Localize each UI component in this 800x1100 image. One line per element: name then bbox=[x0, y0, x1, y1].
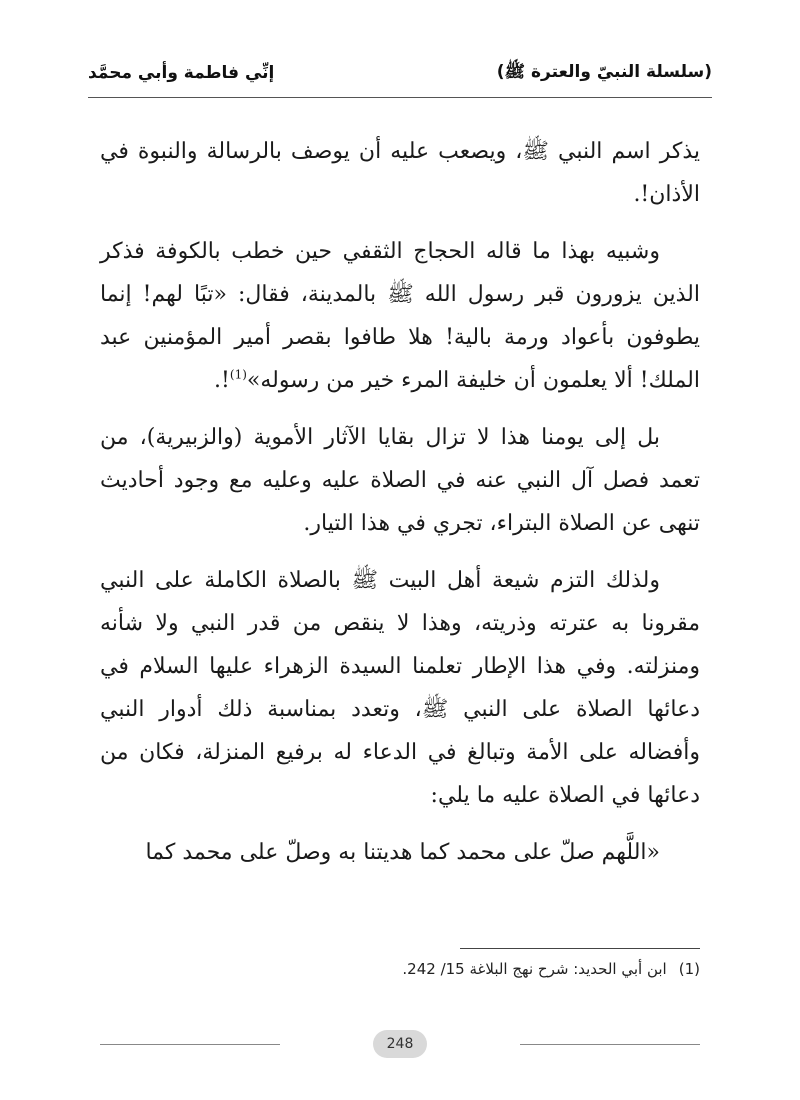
paragraph-2-text: وشبيه بهذا ما قاله الحجاج الثقفي حين خطب بالكوفة فذكر الذين يزورون قبر رسول الله ﷺ بالمدينة، فقال: «تبًا لهم! إنما يطوفون بأعواد ورمة بالية! هلا طافوا بقصر أمير المؤمنين عبد الملك! ألا يعلمون أن خليفة المرء خير من رسوله» bbox=[100, 239, 700, 393]
footnote-ref[interactable]: (1) bbox=[229, 367, 247, 382]
footnote-divider bbox=[460, 948, 700, 949]
paragraph-2-end: !. bbox=[214, 368, 230, 393]
series-title: (سلسلة النبيّ والعترة ﷺ) bbox=[496, 61, 712, 82]
book-title: إنِّي فاطمة وأبي محمَّد bbox=[88, 63, 275, 83]
footer-line-left bbox=[100, 1044, 280, 1045]
body-text bbox=[100, 130, 700, 888]
paragraph-2 bbox=[100, 230, 700, 402]
running-header bbox=[88, 55, 712, 91]
paragraph-4: ولذلك التزم شيعة أهل البيت ﷺ بالصلاة الكاملة على النبي مقرونا به عترته وذريته، وهذا لا ينقص من قدر النبي ولا شأنه ومنزلته. وفي هذا الإطار تعلمنا السيدة الزهراء عليها السلام في دعائها الصلاة على النبي ﷺ، وتعدد بمناسبة ذلك أدوار النبي وأفضاله على الأمة وتبالغ في الدعاء له برفيع المنزلة، فكان من دعائها في الصلاة عليه ما يلي: bbox=[100, 568, 700, 808]
footer-line-right bbox=[520, 1044, 700, 1045]
footnote-number: (1) bbox=[678, 960, 700, 978]
paragraph-1: يذكر اسم النبي ﷺ، ويصعب عليه أن يوصف بالرسالة والنبوة في الأذان!. bbox=[100, 139, 700, 207]
footnote bbox=[100, 957, 700, 981]
page-number: 248 bbox=[373, 1030, 427, 1058]
header-divider bbox=[88, 97, 712, 98]
paragraph-3: بل إلى يومنا هذا لا تزال بقايا الآثار الأموية (والزبيرية)، من تعمد فصل آل النبي عنه في الصلاة عليه وعليه مع وجود أحاديث تنهى عن الصلاة البتراء، تجري في هذا التيار. bbox=[100, 425, 700, 536]
paragraph-5: «اللَّهم صلّ على محمد كما هديتنا به وصلّ على محمد كما bbox=[145, 840, 660, 865]
page-footer bbox=[100, 1030, 700, 1060]
footnote-text: ابن أبي الحديد: شرح نهج البلاغة 15/ 242. bbox=[402, 960, 667, 978]
